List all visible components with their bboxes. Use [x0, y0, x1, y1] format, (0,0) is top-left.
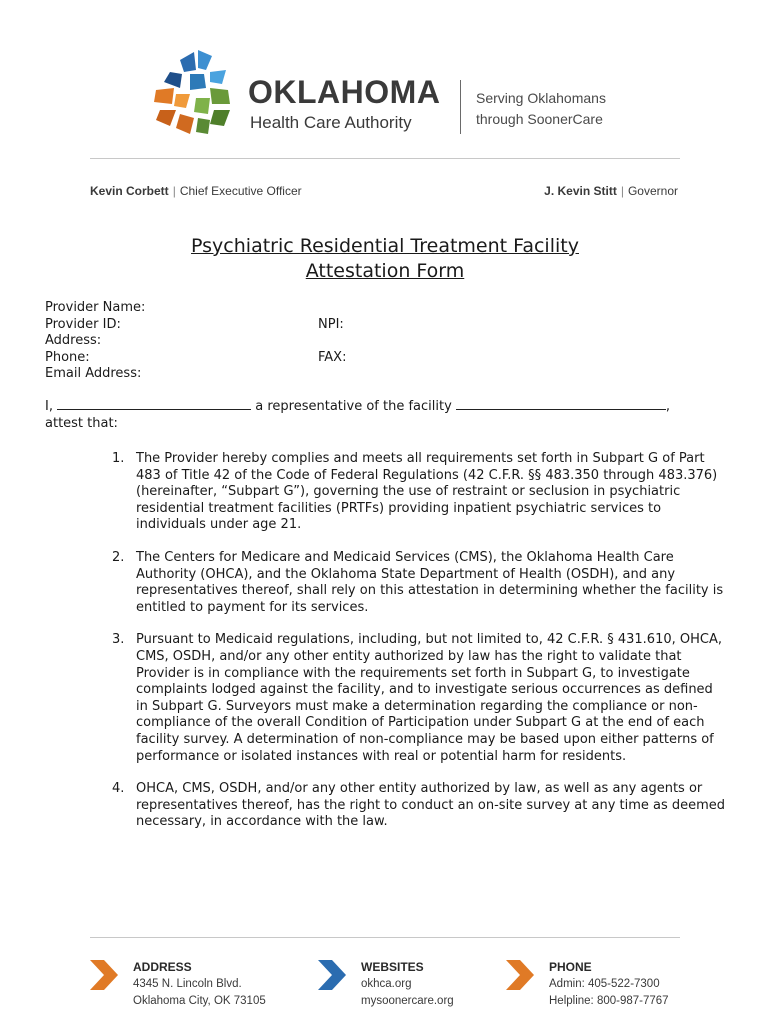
list-item: [112, 550, 732, 616]
attestation-list: [112, 451, 732, 847]
list-item-number: 3.: [112, 632, 125, 648]
governor-name: J. Kevin Stitt: [544, 184, 617, 198]
facility-name-blank[interactable]: [456, 399, 666, 410]
list-item-number: 4.: [112, 781, 125, 797]
list-item-text: Pursuant to Medicaid regulations, including, but not limited to, 42 C.F.R. § 431.610, OHCA, CMS, OSDH, and/or any other entity authorized by law has the right to validate that Provider is in compliance with the requirements set forth in Subpart G, to investigate complaints lodged against the facility, and to investigate serious occurrences as defined in Subpart G. Surveyors must make a determination regarding the compliance or non-compliance of the overall Condition of Participation under Subpart G at the end of each facility survey. A determination of non-compliance may be based upon either patterns of performance or isolated instances with real or potential harm for residents.: [136, 632, 722, 764]
list-item-number: 1.: [112, 451, 125, 466]
attest-middle: a representative of the facility: [255, 399, 452, 414]
footer-websites-heading: WEBSITES: [361, 960, 424, 974]
ceo-line: Kevin Corbett | Chief Executive Officer: [90, 184, 302, 198]
list-item-number: 2.: [112, 549, 125, 565]
footer-address-line-1: 4345 N. Lincoln Blvd.: [133, 978, 242, 990]
representative-name-blank[interactable]: [57, 399, 251, 410]
footer-rule: [90, 937, 680, 938]
footer-phone-admin: Admin: 405-522-7300: [549, 978, 660, 990]
websites-chevron-icon: [318, 960, 346, 990]
website-link-okhca[interactable]: okhca.org: [361, 978, 412, 990]
footer-websites: [361, 976, 454, 1010]
website-link-mysoonercare[interactable]: mysoonercare.org: [361, 995, 454, 1007]
governor-line: J. Kevin Stitt | Governor: [544, 184, 678, 198]
tagline-line-2: through SoonerCare: [476, 111, 603, 127]
governor-title: Governor: [627, 184, 678, 198]
form-title-line-2: Attestation Form: [305, 260, 465, 282]
tagline: [476, 88, 606, 130]
list-item-text: The Provider hereby complies and meets all requirements set forth in Subpart G of Part 483 of Title 42 of the Code of Federal Regulations (42 C.F.R. §§ 483.350 through 483.376) (hereinafter, “Subpart G”), governing the use of restraint or seclusion in psychiatric residential treatment facilities (PRTFs) providing inpatient psychiatric services to individuals under age 21.: [136, 451, 718, 533]
ceo-title: Chief Executive Officer: [179, 184, 302, 198]
footer-address: [133, 976, 266, 1010]
attestation-line-2: attest that:: [45, 415, 118, 431]
attest-prefix: I,: [45, 399, 53, 414]
fax-label: FAX:: [318, 349, 347, 365]
footer-phone: [549, 976, 669, 1010]
list-item: [112, 451, 732, 534]
attestation-statement: [45, 399, 670, 432]
phone-label: Phone:: [45, 349, 90, 365]
address-chevron-icon: [90, 960, 118, 990]
address-label: Address:: [45, 333, 102, 349]
ceo-name: Kevin Corbett: [90, 184, 169, 198]
npi-label: NPI:: [318, 316, 344, 332]
footer-address-line-2: Oklahoma City, OK 73105: [133, 995, 266, 1007]
list-item-text: OHCA, CMS, OSDH, and/or any other entity authorized by law, as well as any agents or representatives thereof, has the right to conduct an on-site survey at any time as deemed necessary, in accordance with the law.: [136, 781, 726, 830]
org-subtitle: Health Care Authority: [250, 113, 412, 132]
list-item-text: The Centers for Medicare and Medicaid Services (CMS), the Oklahoma Health Care Authority (OHCA), and the Oklahoma State Department of Health (OSDH), and any representatives thereof, shall rely on this attestation in determining whether the facility is entitled to payment for its services.: [136, 549, 724, 615]
ohca-logo-icon: [150, 48, 245, 136]
provider-name-label: Provider Name:: [45, 300, 146, 315]
header-divider: [460, 80, 461, 134]
tagline-line-1: Serving Oklahomans: [476, 90, 606, 106]
email-label: Email Address:: [45, 366, 142, 382]
list-item: [112, 781, 732, 831]
phone-chevron-icon: [506, 960, 534, 990]
org-name: OKLAHOMA: [248, 74, 441, 110]
list-item: [112, 632, 732, 765]
footer-phone-heading: PHONE: [549, 960, 592, 974]
attest-suffix: ,: [665, 399, 671, 414]
footer-address-heading: ADDRESS: [133, 960, 192, 974]
footer-phone-helpline: Helpline: 800-987-7767: [549, 995, 669, 1007]
header-rule: [90, 158, 680, 159]
form-title-line-1: Psychiatric Residential Treatment Facility: [191, 235, 579, 257]
form-title: [0, 234, 770, 284]
attestation-line-1: [45, 399, 670, 416]
provider-id-label: Provider ID:: [45, 316, 121, 332]
